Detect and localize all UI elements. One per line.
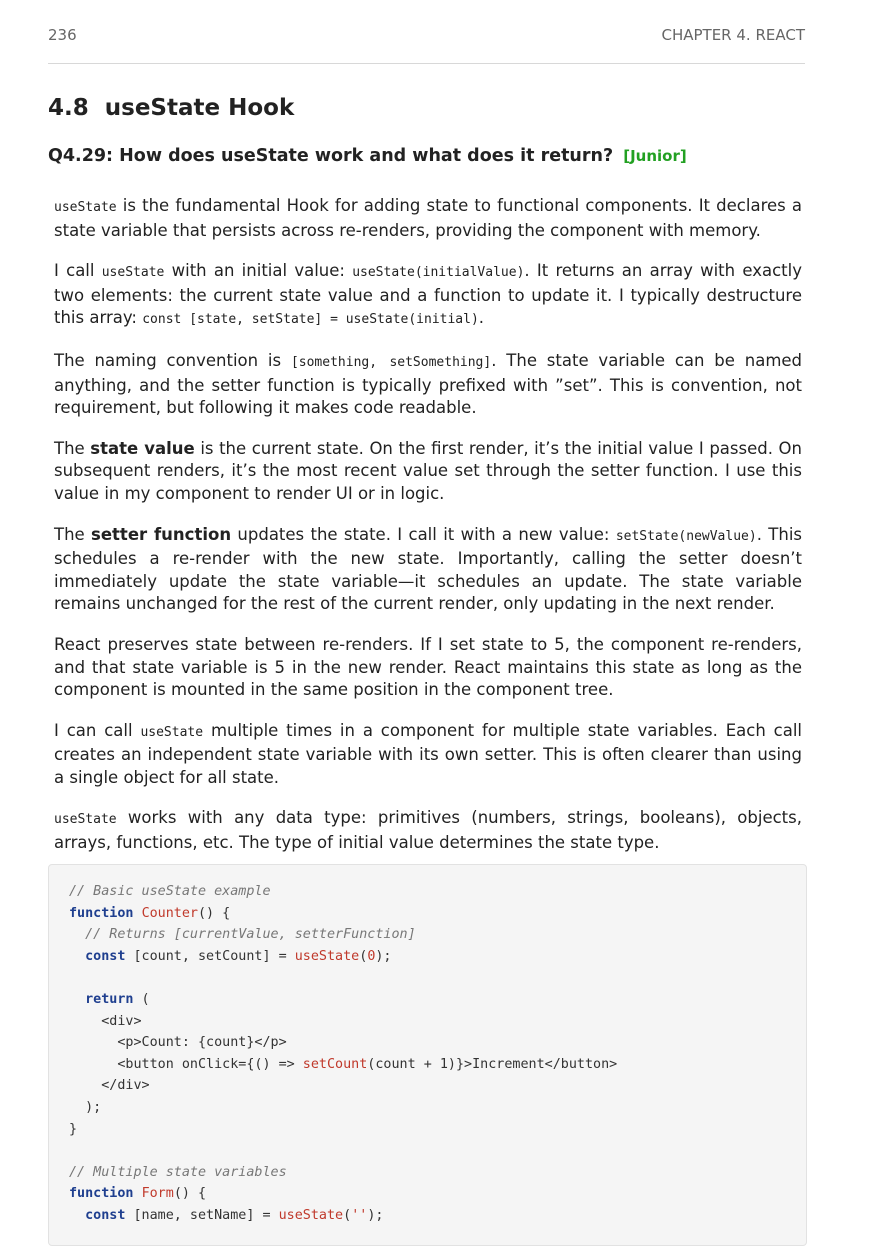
paragraph-text: works with any data type: primitives (numbers, strings, booleans), objects, arrays, functions, etc. The type of initial value determines the state type. bbox=[54, 808, 802, 853]
code-function: Form bbox=[141, 1186, 174, 1202]
section-number: 4.8 bbox=[48, 95, 89, 121]
paragraph-text: The bbox=[54, 524, 92, 544]
answer-body bbox=[54, 195, 802, 873]
inline-code: setState(newValue) bbox=[615, 528, 757, 544]
paragraph-text: The bbox=[54, 438, 91, 458]
paragraph-text: is the current state. On the first render, it’s the initial value I passed. On subsequent renders, it’s the most recent value set through the setter function. I use this value in my component to render UI or in logic. bbox=[54, 438, 802, 503]
chapter-title: CHAPTER 4. REACT bbox=[661, 26, 805, 44]
paragraph-text: React preserves state between re-renders. If I set state to 5, the component re-renders, and that state variable is 5 in the new render. React maintains this state as long as the component is mounted in the same position in the component tree. bbox=[54, 634, 802, 700]
code-keyword: const bbox=[85, 948, 126, 964]
code-line-blank bbox=[69, 1140, 806, 1162]
paragraph-text: updates the state. I call it with a new value: bbox=[231, 524, 616, 544]
code-listing bbox=[49, 865, 806, 1227]
inline-code: useState bbox=[54, 812, 117, 828]
section-heading bbox=[48, 95, 294, 121]
code-line: // Multiple state variables bbox=[69, 1164, 287, 1180]
code-line: } bbox=[69, 1121, 78, 1137]
bold-term: setter function bbox=[91, 524, 232, 544]
inline-code: [something, setSomething] bbox=[290, 354, 492, 370]
code-line bbox=[69, 1205, 806, 1227]
paragraph-text: . bbox=[478, 308, 485, 328]
header-divider bbox=[48, 63, 805, 64]
code-keyword: return bbox=[85, 991, 134, 1007]
code-line bbox=[69, 989, 806, 1011]
page-header bbox=[48, 26, 805, 48]
bold-term: state value bbox=[90, 438, 195, 458]
paragraph-4 bbox=[54, 438, 802, 506]
paragraph-6 bbox=[54, 634, 802, 702]
code-text: (count + 1)}>Increment</button> bbox=[367, 1056, 618, 1072]
paragraph-1 bbox=[54, 195, 802, 242]
paragraph-text: is the fundamental Hook for adding state to functional components. It declares a state variable that persists across re-renders, providing the component with memory. bbox=[54, 196, 802, 240]
code-string: '' bbox=[351, 1207, 368, 1223]
code-keyword: const bbox=[85, 1207, 126, 1223]
level-tag: [Junior] bbox=[623, 147, 687, 165]
code-function: setCount bbox=[302, 1056, 368, 1072]
question-heading bbox=[48, 146, 687, 166]
code-text: ); bbox=[375, 948, 392, 964]
page-number: 236 bbox=[48, 26, 77, 44]
code-text: () { bbox=[173, 1186, 207, 1202]
paragraph-3 bbox=[54, 350, 802, 420]
paragraph-7 bbox=[54, 720, 802, 790]
paragraph-text: . It returns an array with exactly two elements: the current state value and a function to update it. I typically destructure this array: bbox=[54, 261, 802, 328]
paragraph-text: . This schedules a re-render with the new state. Importantly, calling the setter doesn’t immediately update the state variable—it schedules an update. The state variable remains unchanged for the rest of the current render, only updating in the next render. bbox=[54, 524, 803, 614]
paragraph-8 bbox=[54, 807, 802, 854]
code-function: Counter bbox=[141, 905, 198, 921]
code-block bbox=[48, 864, 807, 1246]
paragraph-text: with an initial value: bbox=[164, 261, 353, 281]
code-line: <p>Count: {count}</p> bbox=[69, 1035, 287, 1051]
paragraph-text: The naming convention is bbox=[54, 350, 291, 370]
code-text: ( bbox=[343, 1207, 352, 1223]
code-text: ); bbox=[367, 1207, 384, 1223]
code-text: [name, setName] = bbox=[125, 1207, 279, 1223]
paragraph-text: . The state variable can be named anything, and the setter function is typically prefixed with ”set”. This is convention, not requirement, but following it makes code readable. bbox=[54, 350, 803, 418]
code-text: <button onClick={() => bbox=[69, 1056, 303, 1072]
code-line bbox=[69, 1054, 806, 1076]
code-line: </div> bbox=[69, 1078, 150, 1094]
code-function: useState bbox=[278, 1207, 344, 1223]
paragraph-5 bbox=[54, 524, 802, 616]
inline-code: useState bbox=[101, 265, 165, 281]
paragraph-text: I call bbox=[54, 261, 102, 281]
inline-code: useState(initialValue) bbox=[352, 265, 525, 281]
paragraph-text: I can call bbox=[54, 720, 141, 740]
code-line bbox=[69, 946, 806, 968]
code-function: useState bbox=[294, 948, 360, 964]
paragraph-2 bbox=[54, 260, 802, 332]
question-title: Q4.29: How does useState work and what does it return? bbox=[48, 146, 614, 166]
code-line-blank bbox=[69, 967, 806, 989]
code-keyword: function bbox=[69, 1186, 134, 1202]
code-line bbox=[69, 903, 806, 925]
code-text: ( bbox=[133, 991, 150, 1007]
code-text: [count, setCount] = bbox=[125, 948, 295, 964]
inline-code: const [state, setState] = useState(initial) bbox=[142, 312, 479, 328]
code-text: ( bbox=[359, 948, 368, 964]
inline-code: useState bbox=[54, 200, 117, 215]
code-line: ); bbox=[69, 1099, 102, 1115]
code-line: <div> bbox=[69, 1013, 142, 1029]
section-title: useState Hook bbox=[104, 95, 295, 121]
code-number: 0 bbox=[367, 948, 376, 964]
inline-code: useState bbox=[140, 724, 204, 740]
code-keyword: function bbox=[69, 905, 134, 921]
code-line: // Returns [currentValue, setterFunction] bbox=[69, 927, 416, 943]
code-line bbox=[69, 1183, 806, 1205]
code-text: () { bbox=[198, 905, 231, 921]
paragraph-text: multiple times in a component for multiple state variables. Each call creates an independent state variable with its own setter. This is often clearer than using a single object for all state. bbox=[54, 720, 802, 787]
code-line: // Basic useState example bbox=[69, 884, 271, 899]
